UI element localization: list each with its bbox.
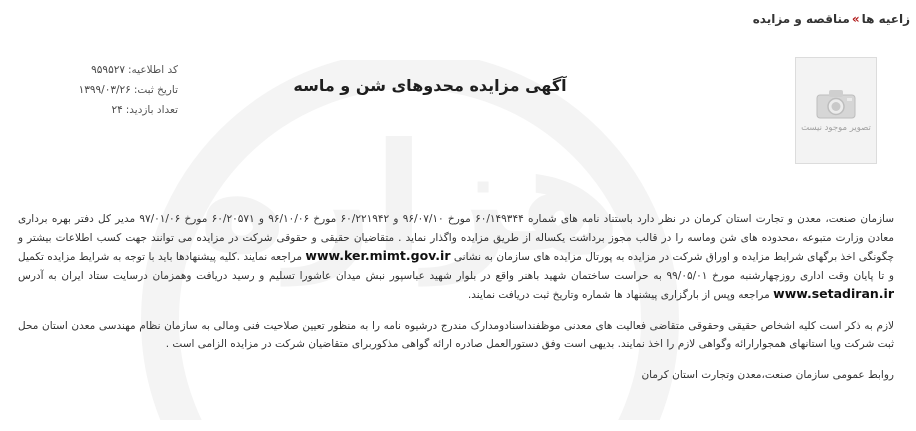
breadcrumb-current[interactable]: مناقصه و مزایده: [752, 12, 850, 26]
notice-code-label: کد اطلاعیه:: [128, 64, 178, 76]
notice-title: آگهی مزایده محدوهای شن و ماسه: [293, 76, 567, 95]
notice-code-value: ۹۵۹۵۲۷: [91, 64, 125, 76]
setad-link[interactable]: www.setadiran.ir: [773, 286, 894, 301]
notice-date-value: ۱۳۹۹/۰۳/۲۶: [78, 84, 131, 96]
breadcrumb: [753, 12, 910, 26]
notice-body: [18, 210, 894, 396]
notice-date: [18, 80, 178, 100]
body-paragraph-1-part-a: سازمان صنعت، معدن و تجارت استان کرمان در نظر دارد باستناد نامه های شماره ۶۰/۱۴۹۳۴۴ مورخ ۹۶/۰۷/۱۰ و ۶۰/۲۲۱۹۴۲ مورخ ۹۶/۱۰/۰۶ و ۶۰/۲۰۵۷۱ مورخ ۹۷/۰۱/۰۶ مدیر کل دفتر بهره برداری معادن وزارت متبوعه ،محدوده های شن وماسه را در قالب مجوز برداشت یکساله از طریق مزایده واگذار نماید . متقاضیان حقیقی و حقوقی شرکت در مزایده می توانند جهت کسب اطلاعات بیشتر و چگونگی اخذ برگهای شرایط مزایده و اوراق شرکت در مزایده به پورتال مزایده های سازمان به نشانی: [18, 213, 895, 263]
camera-icon: [816, 89, 856, 119]
signature: روابط عمومی سازمان صنعت،معدن وتجارت استان کرمان: [641, 368, 894, 381]
image-placeholder-label: تصویر موجود نیست: [801, 122, 871, 133]
body-paragraph-1-part-c: مراجعه وپس از بارگزاری پیشنهاد ها شماره وتاریخ ثبت دریافت نمایند.: [467, 289, 770, 301]
breadcrumb-parent[interactable]: زاعیه ها: [861, 12, 910, 26]
notice-code: [18, 60, 178, 80]
notice-meta: [18, 60, 178, 120]
image-placeholder: [795, 57, 877, 164]
notice-views-label: تعداد بازدید:: [125, 104, 178, 116]
body-paragraph-1: [18, 210, 894, 305]
notice-views: [18, 100, 178, 120]
body-paragraph-2: لازم به ذکر است کلیه اشخاص حقیقی وحقوقی متقاضی فعالیت های معدنی موظفنداسنادومدارک مندرج درشیوه نامه را به منظور تعیین صلاحیت فنی ومالی به سازمان نظام مهندسی معدن استان محل ثبت شرکت ویا استانهای همجوارارائه وگواهی لازم را اخذ نمایند. بدیهی است وفق دستورالعمل صادره ارائه گواهی مذکوربرای متقاضیان شرکت در مزایده الزامی است .: [18, 319, 894, 350]
portal-link[interactable]: www.ker.mimt.gov.ir: [305, 248, 451, 263]
breadcrumb-separator: »: [851, 12, 860, 26]
body-paragraph-1-part-b: مراجعه نمایند .کلیه پیشنهادها باید با توجه به شرایط مزایده تکمیل و تا پایان وقت اداری روزچهارشنبه مورخ ۹۹/۰۵/۰۱ به حراست ساختمان شهید باهنر واقع در بلوار شهید عباسپور نبش میدان عاشورا تسلیم و رسید دریافت وهمزمان درسایت ستاد ایران به آدرس: [18, 251, 894, 282]
notice-views-value: ۲۴: [111, 104, 123, 116]
notice-date-label: تاریخ ثبت:: [133, 84, 178, 96]
